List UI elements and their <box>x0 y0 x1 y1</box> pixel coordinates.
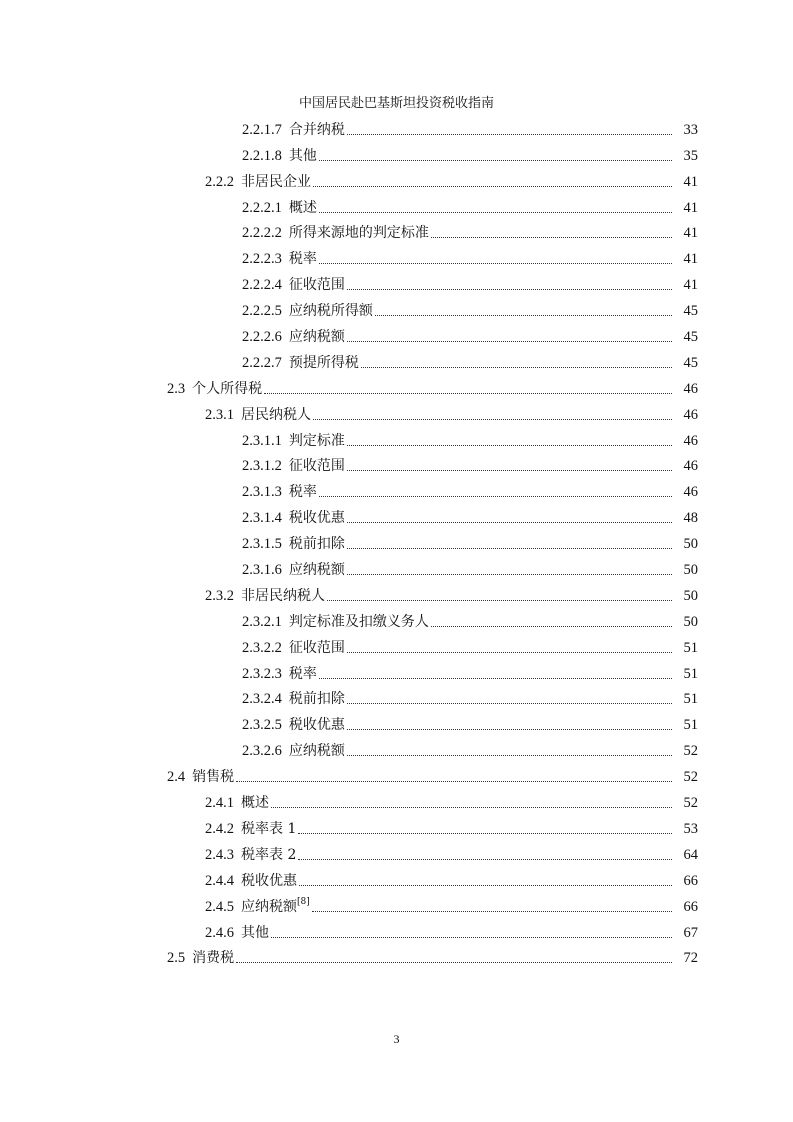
toc-entry-title: 税率 <box>288 665 317 682</box>
toc-entry[interactable] <box>0 866 793 892</box>
toc-entry-title: 征收范围 <box>288 458 345 475</box>
toc-entry-number: 2.4.2 <box>205 820 234 837</box>
toc-dot-leader <box>361 367 672 368</box>
toc-dot-leader <box>298 833 672 834</box>
toc-entry[interactable] <box>0 710 793 736</box>
toc-entry[interactable] <box>0 477 793 503</box>
toc-entry-number: 2.3.2.6 <box>242 743 282 760</box>
toc-dot-leader <box>312 911 672 912</box>
toc-entry-number: 2.2.2.7 <box>242 354 282 371</box>
toc-entry-page: 51 <box>683 717 698 734</box>
toc-entry-page: 46 <box>683 432 698 449</box>
toc-entry[interactable] <box>0 115 793 141</box>
toc-entry-number: 2.4.1 <box>205 795 234 812</box>
toc-entry-number: 2.2.2.3 <box>242 251 282 268</box>
toc-entry-number: 2.2.2 <box>205 173 234 190</box>
toc-entry-title: 个人所得税 <box>192 380 263 397</box>
toc-entry-page: 41 <box>683 199 698 216</box>
toc-dot-leader <box>319 212 672 213</box>
toc-dot-leader <box>347 574 672 575</box>
toc-entry-page: 72 <box>683 950 698 967</box>
toc-dot-leader <box>236 781 672 782</box>
toc-entry[interactable] <box>0 426 793 452</box>
toc-entry[interactable] <box>0 685 793 711</box>
toc-entry-number: 2.3.1.1 <box>242 432 282 449</box>
toc-entry-page: 46 <box>683 380 698 397</box>
toc-entry-page: 45 <box>683 329 698 346</box>
toc-dot-leader <box>347 341 672 342</box>
toc-entry-title: 概述 <box>241 795 269 812</box>
toc-entry-page: 51 <box>683 665 698 682</box>
toc-entry[interactable] <box>0 607 793 633</box>
toc-entry-page: 51 <box>683 639 698 656</box>
toc-entry-number: 2.3.2 <box>205 587 234 604</box>
toc-entry-page: 52 <box>683 795 698 812</box>
toc-entry-page: 52 <box>683 769 698 786</box>
toc-entry-title: 所得来源地的判定标准 <box>288 225 429 242</box>
toc-entry[interactable] <box>0 193 793 219</box>
toc-entry-number: 2.2.2.5 <box>242 303 282 320</box>
toc-entry-number: 2.2.2.1 <box>242 199 282 216</box>
toc-dot-leader <box>319 496 672 497</box>
toc-dot-leader <box>347 548 672 549</box>
table-of-contents <box>0 115 793 969</box>
toc-entry-page: 64 <box>683 846 698 863</box>
toc-entry-number: 2.3.2.3 <box>242 665 282 682</box>
toc-entry-page: 46 <box>683 458 698 475</box>
toc-entry-title: 税收优惠 <box>241 872 297 889</box>
toc-dot-leader <box>327 600 672 601</box>
toc-entry-page: 50 <box>683 587 698 604</box>
toc-entry-number: 2.4.5 <box>205 898 234 915</box>
toc-entry[interactable] <box>0 296 793 322</box>
toc-entry-page: 45 <box>683 303 698 320</box>
toc-entry-page: 50 <box>683 562 698 579</box>
toc-entry[interactable] <box>0 452 793 478</box>
toc-entry-number: 2.3.1.2 <box>242 458 282 475</box>
toc-dot-leader <box>319 160 672 161</box>
toc-entry-page: 41 <box>683 251 698 268</box>
toc-entry-number: 2.2.1.7 <box>242 121 282 138</box>
toc-entry-page: 46 <box>683 484 698 501</box>
toc-dot-leader <box>319 678 672 679</box>
toc-dot-leader <box>264 393 672 394</box>
toc-entry-number: 2.4.6 <box>205 924 234 941</box>
toc-entry[interactable] <box>0 555 793 581</box>
toc-entry-title: 非居民纳税人 <box>241 587 325 604</box>
toc-entry-title: 消费税 <box>192 950 235 967</box>
toc-entry-page: 41 <box>683 173 698 190</box>
toc-entry-number: 2.3.1.6 <box>242 562 282 579</box>
toc-dot-leader <box>347 652 672 653</box>
toc-entry-title: 税前扣除 <box>288 691 345 708</box>
toc-entry-number: 2.3.2.5 <box>242 717 282 734</box>
toc-entry-number: 2.5 <box>167 950 186 967</box>
toc-entry-title: 判定标准及扣缴义务人 <box>288 613 429 630</box>
page-number: 3 <box>393 1032 400 1046</box>
toc-entry[interactable] <box>0 814 793 840</box>
toc-dot-leader <box>347 522 672 523</box>
toc-dot-leader <box>431 626 672 627</box>
toc-entry-page: 50 <box>683 613 698 630</box>
toc-entry[interactable] <box>0 581 793 607</box>
toc-entry-title: 税率 <box>288 251 317 268</box>
toc-entry[interactable] <box>0 141 793 167</box>
toc-entry-title: 判定标准 <box>288 432 345 449</box>
toc-dot-leader <box>347 470 672 471</box>
toc-entry-title: 征收范围 <box>288 277 345 294</box>
toc-entry-number: 2.2.2.6 <box>242 329 282 346</box>
footnote-reference[interactable]: [8] <box>297 896 310 907</box>
toc-entry[interactable] <box>0 270 793 296</box>
toc-dot-leader <box>271 807 672 808</box>
toc-entry-page: 66 <box>683 898 698 915</box>
toc-entry-page: 35 <box>683 147 698 164</box>
toc-entry-page: 50 <box>683 536 698 553</box>
toc-entry[interactable] <box>0 348 793 374</box>
toc-dot-leader <box>431 237 672 238</box>
toc-entry[interactable] <box>0 633 793 659</box>
toc-entry-number: 2.4 <box>167 769 186 786</box>
toc-entry-title: 合并纳税 <box>288 121 345 138</box>
toc-dot-leader <box>347 755 672 756</box>
toc-entry-title: 应纳税所得额 <box>288 303 373 320</box>
toc-entry[interactable] <box>0 219 793 245</box>
toc-entry[interactable] <box>0 944 793 970</box>
toc-dot-leader <box>313 186 672 187</box>
toc-entry-page: 52 <box>683 743 698 760</box>
toc-entry-number: 2.3.1 <box>205 406 234 423</box>
toc-entry[interactable] <box>0 788 793 814</box>
toc-entry-title: 非居民企业 <box>241 173 311 190</box>
toc-entry-page: 67 <box>683 924 698 941</box>
toc-entry[interactable] <box>0 400 793 426</box>
toc-entry-number: 2.4.3 <box>205 846 234 863</box>
toc-dot-leader <box>271 937 672 938</box>
toc-entry-title: 税率 <box>288 484 317 501</box>
toc-entry-page: 45 <box>683 354 698 371</box>
toc-entry[interactable] <box>0 244 793 270</box>
toc-entry[interactable] <box>0 529 793 555</box>
toc-entry-number: 2.3.1.5 <box>242 536 282 553</box>
running-header: 中国居民赴巴基斯坦投资税收指南 <box>298 96 494 111</box>
toc-entry[interactable] <box>0 503 793 529</box>
toc-entry[interactable] <box>0 736 793 762</box>
toc-entry-page: 41 <box>683 277 698 294</box>
toc-entry-number: 2.2.2.4 <box>242 277 282 294</box>
toc-dot-leader <box>236 962 672 963</box>
toc-entry[interactable] <box>0 762 793 788</box>
toc-dot-leader <box>347 445 672 446</box>
toc-entry[interactable] <box>0 167 793 193</box>
toc-entry-title: 预提所得税 <box>288 354 359 371</box>
toc-entry-title: 应纳税额 <box>288 743 345 760</box>
toc-entry-title: 税收优惠 <box>288 510 345 527</box>
toc-entry-title: 应纳税额[8] <box>241 896 310 915</box>
toc-entry-title: 应纳税额 <box>288 562 345 579</box>
toc-entry-title: 居民纳税人 <box>241 406 311 423</box>
toc-dot-leader <box>347 289 672 290</box>
toc-dot-leader <box>347 703 672 704</box>
toc-entry[interactable] <box>0 840 793 866</box>
toc-dot-leader <box>298 859 672 860</box>
toc-entry-number: 2.3.2.4 <box>242 691 282 708</box>
toc-entry-number: 2.3.1.4 <box>242 510 282 527</box>
toc-entry-number: 2.3.1.3 <box>242 484 282 501</box>
toc-entry-title: 应纳税额 <box>288 329 345 346</box>
toc-entry-number: 2.3.2.1 <box>242 613 282 630</box>
toc-entry-page: 33 <box>683 121 698 138</box>
toc-dot-leader <box>347 134 672 135</box>
toc-entry[interactable] <box>0 374 793 400</box>
toc-entry-title: 其他 <box>241 924 269 941</box>
toc-entry-number: 2.3 <box>167 380 186 397</box>
toc-dot-leader <box>313 419 672 420</box>
toc-entry[interactable] <box>0 918 793 944</box>
toc-entry-title: 税收优惠 <box>288 717 345 734</box>
toc-entry[interactable] <box>0 322 793 348</box>
toc-entry-title: 税率表 2 <box>241 846 297 863</box>
toc-entry-page: 46 <box>683 406 698 423</box>
toc-entry-number: 2.3.2.2 <box>242 639 282 656</box>
toc-entry-title: 税前扣除 <box>288 536 345 553</box>
toc-entry-page: 53 <box>683 820 698 837</box>
toc-entry[interactable] <box>0 892 793 918</box>
toc-dot-leader <box>347 729 672 730</box>
toc-entry-title: 概述 <box>288 199 317 216</box>
toc-entry-title: 其他 <box>288 147 317 164</box>
toc-dot-leader <box>319 263 672 264</box>
toc-entry-title: 税率表 1 <box>241 820 297 837</box>
toc-dot-leader <box>299 885 672 886</box>
toc-entry-title: 征收范围 <box>288 639 345 656</box>
toc-entry-page: 51 <box>683 691 698 708</box>
toc-entry[interactable] <box>0 659 793 685</box>
toc-entry-number: 2.2.1.8 <box>242 147 282 164</box>
toc-entry-page: 48 <box>683 510 698 527</box>
toc-entry-page: 41 <box>683 225 698 242</box>
toc-entry-number: 2.4.4 <box>205 872 234 889</box>
toc-entry-page: 66 <box>683 872 698 889</box>
toc-dot-leader <box>375 315 672 316</box>
toc-entry-title: 销售税 <box>192 769 235 786</box>
toc-entry-number: 2.2.2.2 <box>242 225 282 242</box>
